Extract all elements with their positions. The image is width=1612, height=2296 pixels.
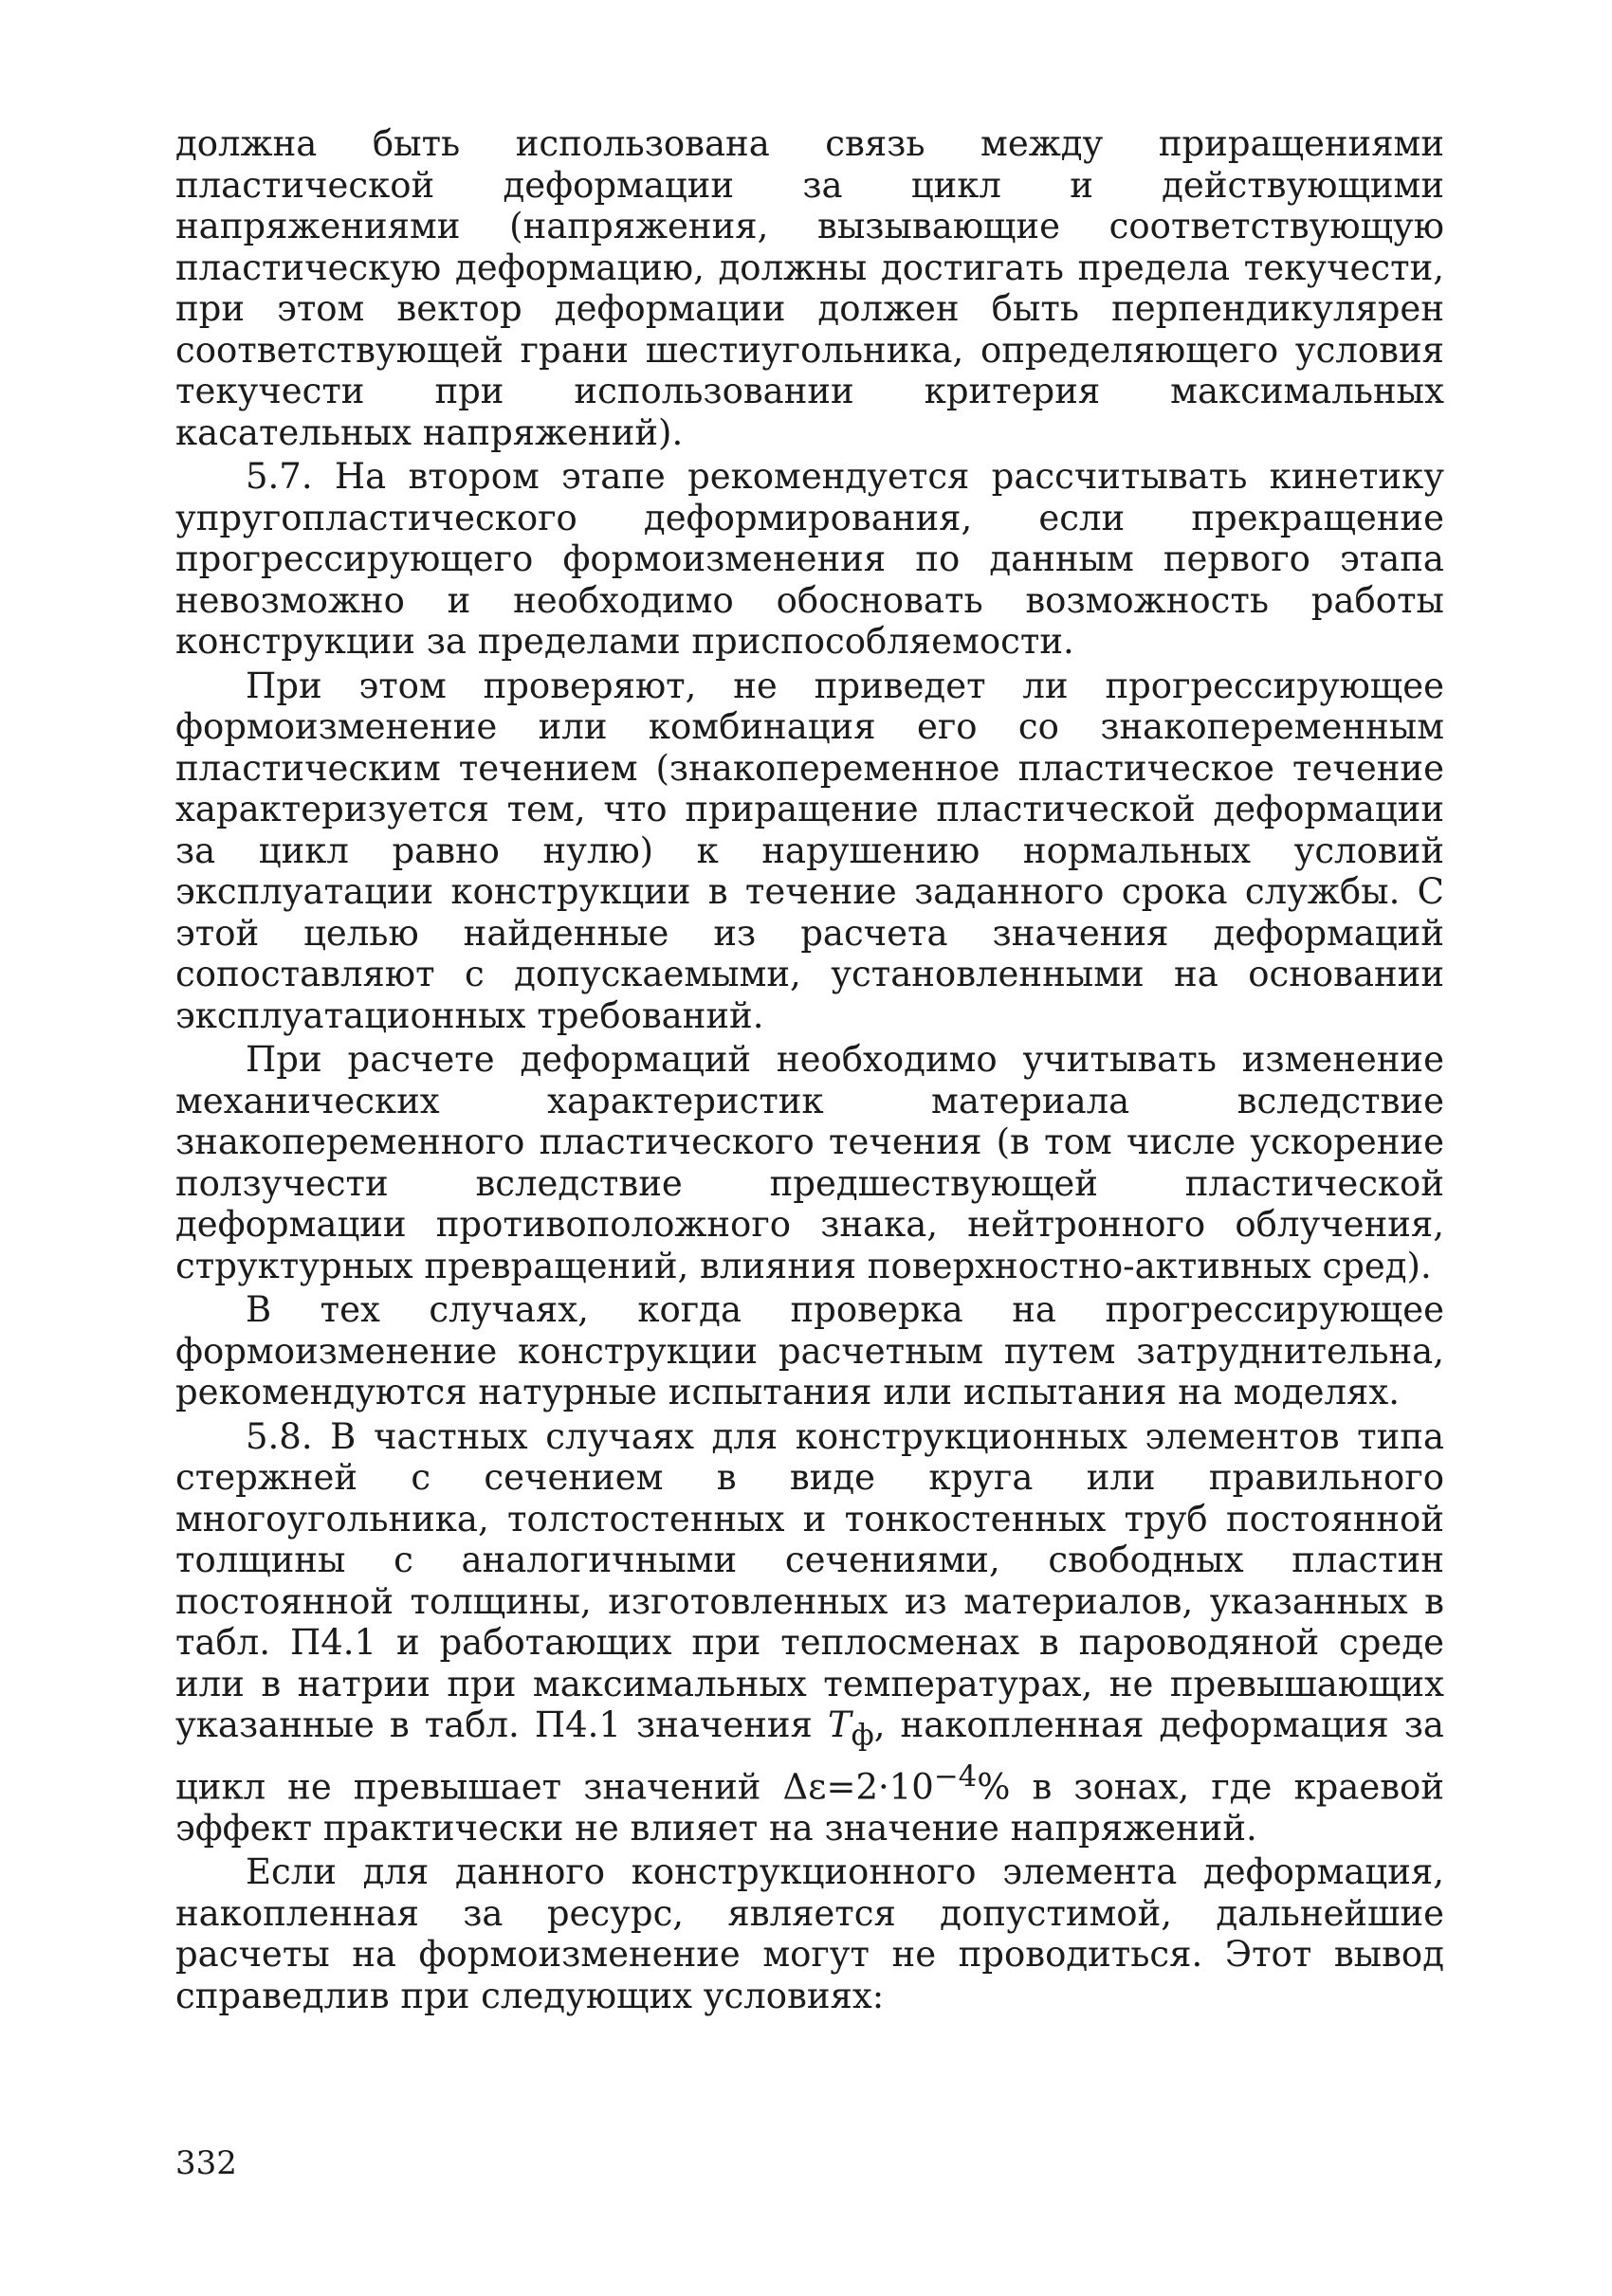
paragraph-5-8-text-end: % в зонах, где краевой эффект практически не влияет на значение напряжений. [175,1766,1444,1849]
temperature-symbol-subscript: ф [851,1718,874,1753]
paragraph-5-7: 5.7. На втором этапе рекомендуется рассчитывать кинетику упругопластического деформирования, если прекращение прогрессирующего формоизменения по данным первого этапа невозможно и необходимо обосновать возможность работы конструкции за пределами приспособляемости. [175,456,1444,662]
strain-exponent: −4 [933,1758,978,1794]
page-number: 332 [175,2144,237,2182]
temperature-symbol: T [827,1704,852,1745]
paragraph-5-8-text-start: 5.8. В частных случаях для конструкционных элементов типа стержней с сечением в виде круга или правильного многоугольника, толстостенных и тонкостенных труб постоянной толщины с аналогичными сечениями, свободных пластин постоянной толщины, изготовленных из материалов, указанных в табл. П4.1 и работающих при теплосменах в пароводяной среде или в натрии при максимальных температурах, не превышающих указанные в табл. П4.1 значения [175,1415,1444,1745]
paragraph-4: При расчете деформаций необходимо учитывать изменение механических характеристик материала вследствие знакопеременного пластического течения (в том числе ускорение ползучести вследствие предшествующей пластической деформации противоположного знака, нейтронного облучения, структурных превращений, влияния поверхностно-активных сред). [175,1039,1444,1286]
document-page [175,123,1444,2016]
paragraph-1: должна быть использована связь между приращениями пластической деформации за цикл и действующими напряжениями (напряжения, вызывающие соответствующую пластическую деформацию, должны достигать предела текучести, при этом вектор деформации должен быть перпендикулярен соответствующей грани шестиугольника, определяющего условия текучести при использовании критерия максимальных касательных напряжений). [175,123,1444,453]
paragraph-3: При этом проверяют, не приведет ли прогрессирующее формоизменение или комбинация его со знакопеременным пластическим течением (знакопеременное пластическое течение характеризуется тем, что приращение пластической деформации за цикл равно нулю) к нарушению нормальных условий эксплуатации конструкции в течение заданного срока службы. С этой целью найденные из расчета значения деформаций сопоставляют с допускаемыми, установленными на основании эксплуатационных требований. [175,665,1444,1036]
paragraph-7: Если для данного конструкционного элемента деформация, накопленная за ресурс, является допустимой, дальнейшие расчеты на формоизменение могут не проводиться. Этот вывод справедлив при следующих условиях: [175,1851,1444,2016]
paragraph-5-8-text-middle: , накопленная деформация за цикл не превышает значений Δε=2·10 [175,1704,1444,1808]
paragraph-5-8 [175,1416,1444,1850]
paragraph-5: В тех случаях, когда проверка на прогрессирующее формоизменение конструкции расчетным путем затруднительна, рекомендуются натурные испытания или испытания на моделях. [175,1289,1444,1412]
